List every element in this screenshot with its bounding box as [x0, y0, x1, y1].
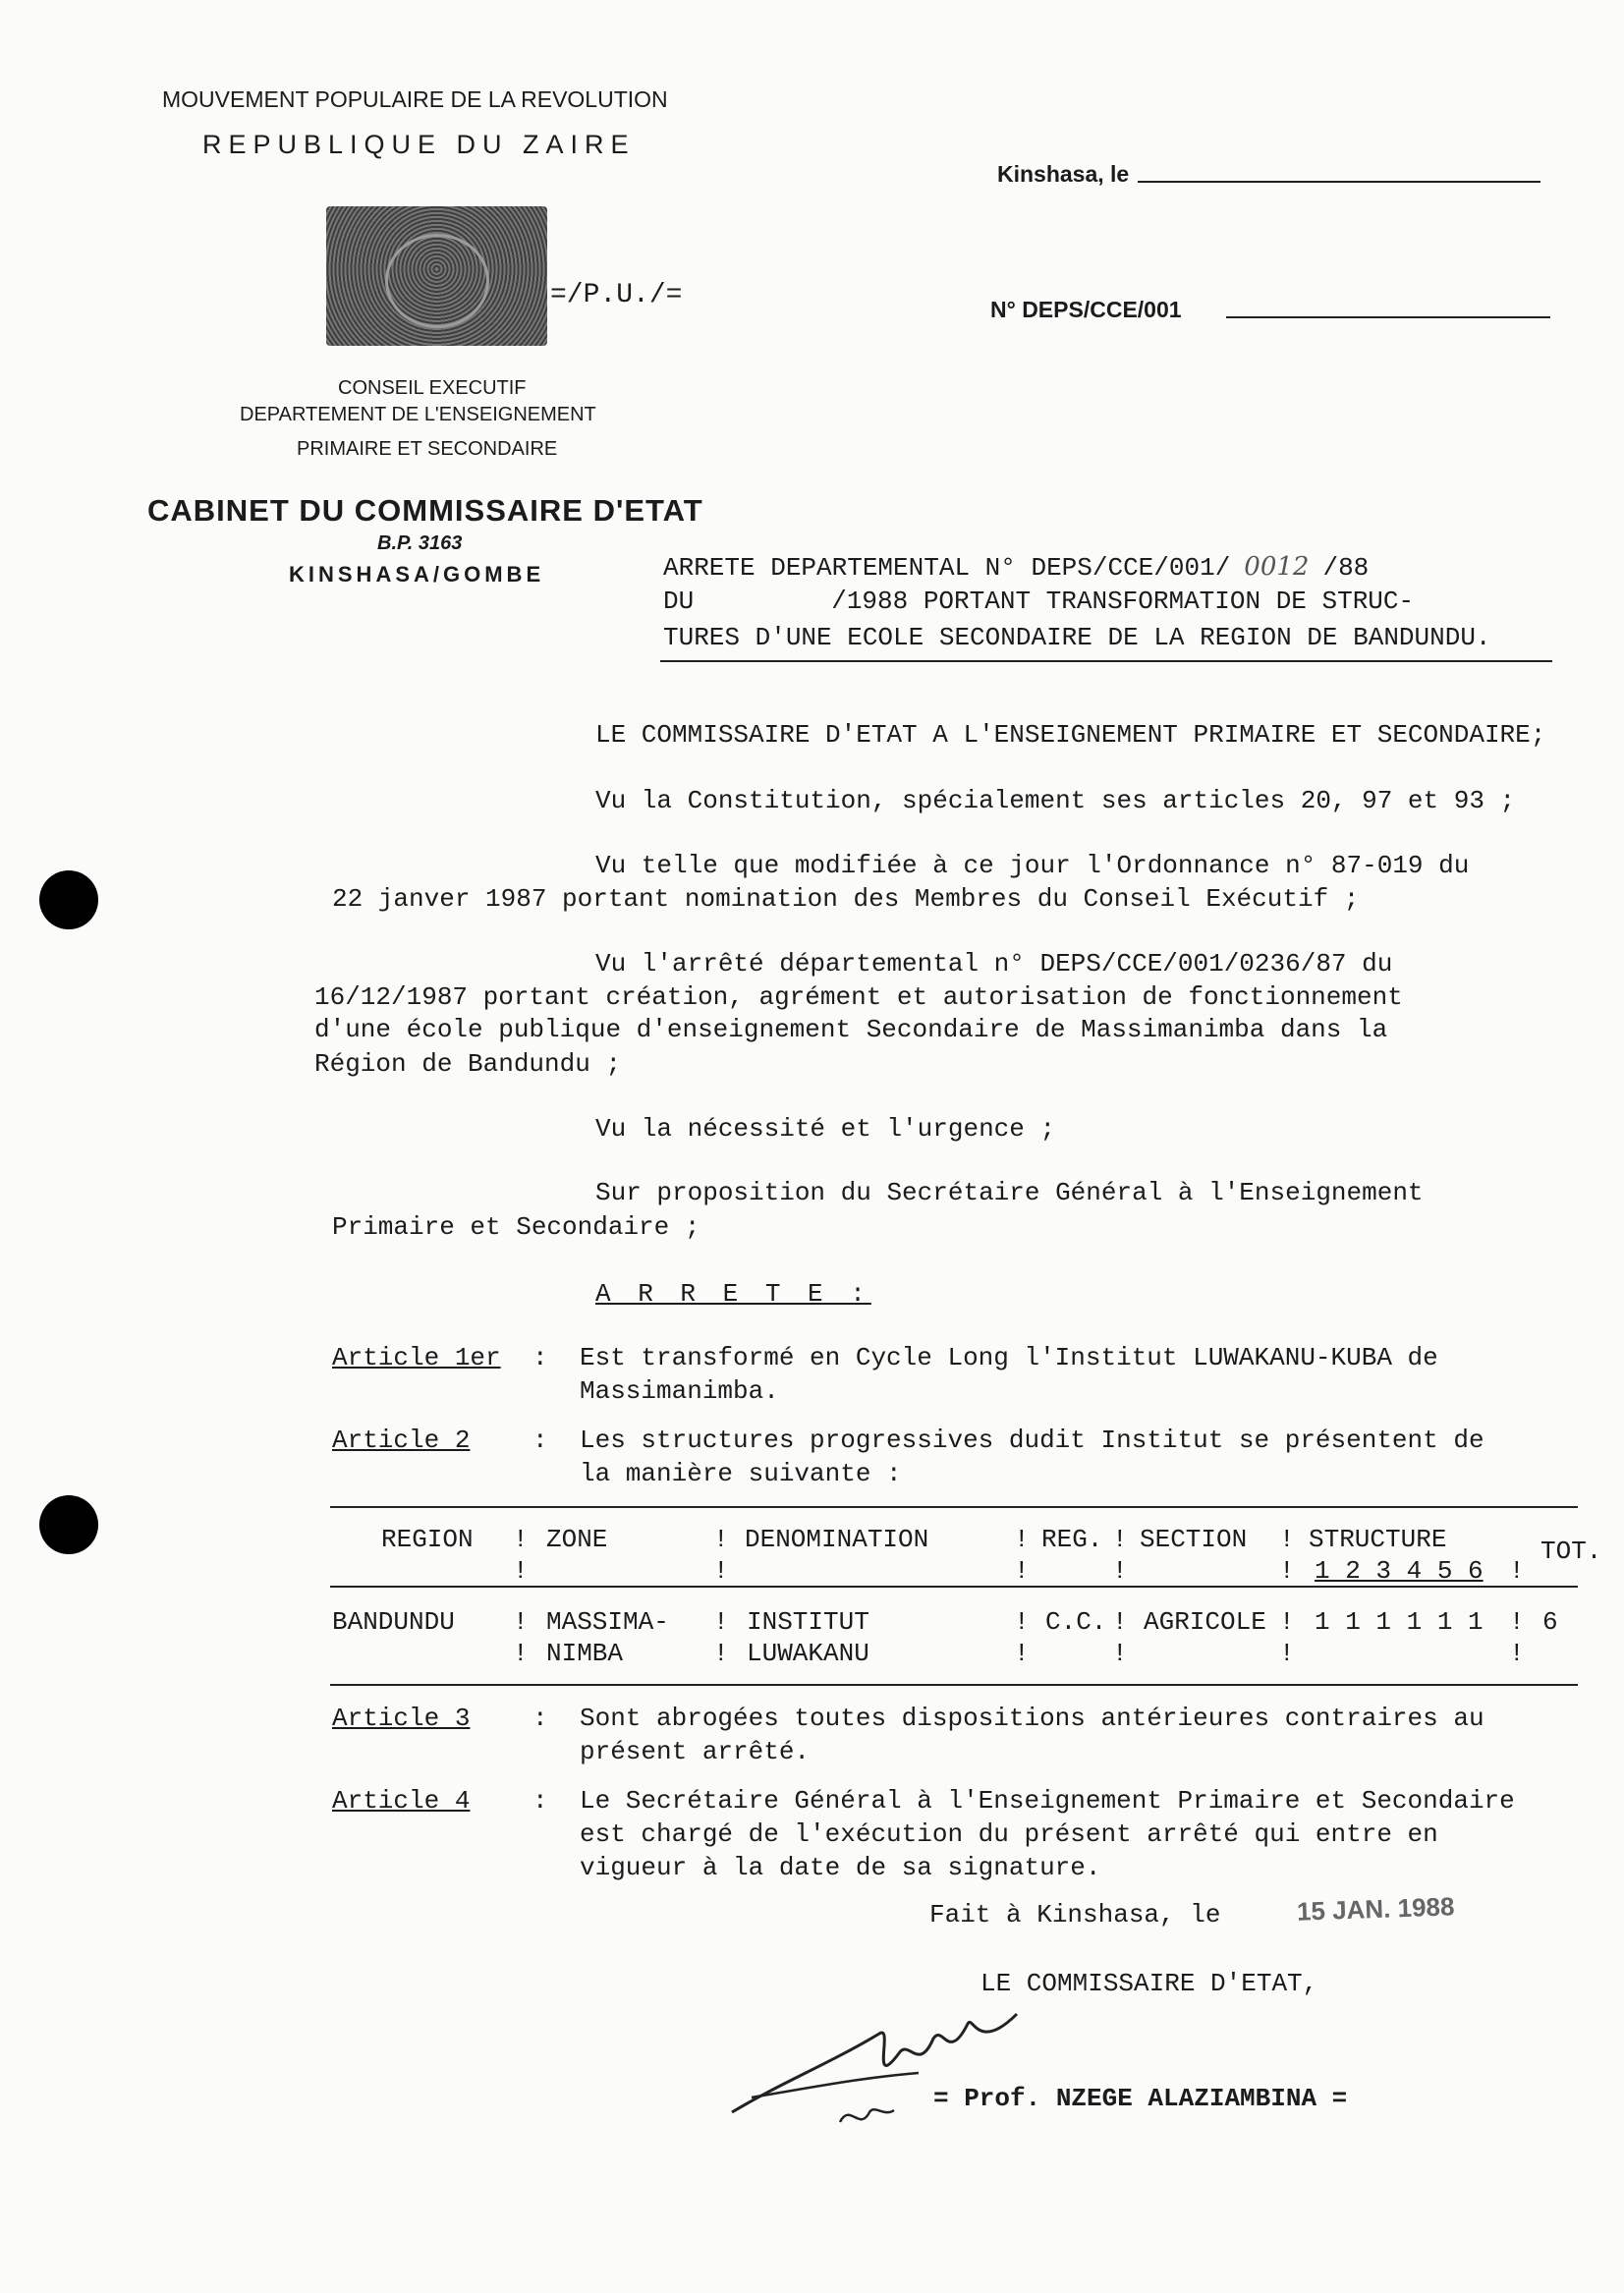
th-structure: STRUCTURE: [1309, 1525, 1447, 1554]
th-region: REGION: [381, 1525, 474, 1554]
th-sep: !: [1279, 1556, 1295, 1586]
number-line: [1226, 316, 1550, 318]
td-region: BANDUNDU: [332, 1607, 455, 1637]
article-3-line2: présent arrêté.: [580, 1737, 811, 1766]
table-top-rule: [330, 1506, 1578, 1508]
th-zone: ZONE: [546, 1525, 608, 1554]
td-zone-2: NIMBA: [546, 1639, 624, 1668]
punch-hole-bottom: [39, 1495, 98, 1554]
kinshasa-le: Kinshasa, le: [997, 161, 1130, 187]
td-sep: !: [513, 1639, 529, 1668]
subject-line2-start: DU: [663, 587, 695, 616]
letterhead-line2: REPUBLIQUE DU ZAIRE: [202, 130, 636, 159]
th-tot: TOT.: [1540, 1537, 1602, 1566]
th-structure-years: 1 2 3 4 5 6: [1315, 1556, 1484, 1586]
th-section: SECTION: [1140, 1525, 1248, 1554]
national-emblem: [326, 206, 547, 346]
th-sep: !: [1279, 1525, 1295, 1554]
subject-underline: [660, 660, 1552, 662]
td-section: AGRICOLE: [1144, 1607, 1266, 1637]
article-4-line2: est chargé de l'exécution du présent arrêté qui entre en: [580, 1819, 1438, 1849]
th-sep: !: [1014, 1556, 1030, 1586]
td-sep: !: [713, 1639, 729, 1668]
date-line: [1138, 181, 1540, 183]
table-bottom-rule: [330, 1684, 1578, 1686]
td-tot: 6: [1542, 1607, 1558, 1637]
subject-line2: [663, 587, 1414, 616]
signatory-title: LE COMMISSAIRE D'ETAT,: [980, 1969, 1318, 1998]
th-sep: !: [1509, 1556, 1525, 1586]
vu-ordonnance-1: Vu telle que modifiée à ce jour l'Ordonnance n° 87-019 du: [595, 851, 1470, 880]
intro: LE COMMISSAIRE D'ETAT A L'ENSEIGNEMENT PRIMAIRE ET SECONDAIRE;: [595, 720, 1546, 750]
vu-arrete-4: Région de Bandundu ;: [314, 1049, 622, 1079]
th-denomination: DENOMINATION: [745, 1525, 929, 1554]
sur-proposition-2: Primaire et Secondaire ;: [332, 1212, 700, 1242]
td-zone-1: MASSIMA-: [546, 1607, 669, 1637]
td-sep: !: [1014, 1639, 1030, 1668]
signatory-name: = Prof. NZEGE ALAZIAMBINA =: [933, 2084, 1348, 2113]
subject-line3: TURES D'UNE ECOLE SECONDAIRE DE LA REGION DE BANDUNDU.: [663, 623, 1491, 652]
article-2-line1: Les structures progressives dudit Institut se présentent de: [580, 1426, 1484, 1455]
vu-constitution: Vu la Constitution, spécialement ses articles 20, 97 et 93 ;: [595, 786, 1516, 815]
table-header-rule: [330, 1586, 1578, 1588]
article-3-colon: :: [532, 1704, 548, 1733]
handwritten-number: 0012: [1244, 552, 1310, 582]
td-sep: !: [1014, 1607, 1030, 1637]
sur-proposition-1: Sur proposition du Secrétaire Général à l'Enseignement: [595, 1178, 1424, 1207]
punch-hole-top: [39, 870, 98, 929]
document-number: N° DEPS/CCE/001: [990, 297, 1182, 322]
conseil-line1: CONSEIL EXECUTIF: [338, 377, 527, 399]
article-1-colon: :: [532, 1343, 548, 1372]
subject-line2-rest: /1988 PORTANT TRANSFORMATION DE STRUC-: [831, 587, 1415, 616]
conseil-line2: DEPARTEMENT DE L'ENSEIGNEMENT: [240, 404, 596, 425]
th-sep: !: [713, 1556, 729, 1586]
article-4-line3: vigueur à la date de sa signature.: [580, 1853, 1101, 1882]
td-sep: !: [1112, 1607, 1128, 1637]
subject-line1-text: ARRETE DEPARTEMENTAL N° DEPS/CCE/001/: [663, 553, 1231, 583]
article-1-line2: Massimanimba.: [580, 1376, 779, 1406]
th-sep: !: [713, 1525, 729, 1554]
vu-ordonnance-2: 22 janver 1987 portant nomination des Membres du Conseil Exécutif ;: [332, 884, 1360, 914]
th-sep: !: [513, 1556, 529, 1586]
article-2-line2: la manière suivante :: [580, 1459, 902, 1488]
article-1-line1: Est transformé en Cycle Long l'Institut LUWAKANU-KUBA de: [580, 1343, 1438, 1372]
conseil-line3: PRIMAIRE ET SECONDAIRE: [297, 438, 558, 460]
td-sep: !: [1279, 1607, 1295, 1637]
th-sep: !: [1112, 1556, 1128, 1586]
vu-arrete-2: 16/12/1987 portant création, agrément et autorisation de fonctionnement: [314, 982, 1403, 1012]
article-2-colon: :: [532, 1426, 548, 1455]
td-denomination-2: LUWAKANU: [747, 1639, 869, 1668]
td-structure: 1 1 1 1 1 1: [1315, 1607, 1484, 1637]
subject-line1: [663, 552, 1369, 583]
handwritten-signature: [722, 1994, 1036, 2142]
pu-code: =/P.U./=: [550, 280, 683, 310]
td-sep: !: [1509, 1639, 1525, 1668]
subject-line1-end: /88: [1322, 553, 1370, 583]
cabinet-title: CABINET DU COMMISSAIRE D'ETAT: [147, 493, 703, 528]
vu-arrete-3: d'une école publique d'enseignement Secondaire de Massimanimba dans la: [314, 1015, 1388, 1044]
article-4-label: Article 4: [332, 1786, 471, 1816]
th-sep: !: [513, 1525, 529, 1554]
postal-box: B.P. 3163: [377, 532, 463, 554]
td-reg: C.C.: [1045, 1607, 1107, 1637]
td-denomination-1: INSTITUT: [747, 1607, 869, 1637]
td-sep: !: [1509, 1607, 1525, 1637]
fait-a-kinshasa: Fait à Kinshasa, le: [929, 1900, 1221, 1929]
td-sep: !: [1279, 1639, 1295, 1668]
th-sep: !: [1112, 1525, 1128, 1554]
city: KINSHASA/GOMBE: [289, 562, 545, 587]
letterhead-line1: MOUVEMENT POPULAIRE DE LA REVOLUTION: [162, 86, 668, 112]
arrete-heading: A R R E T E :: [595, 1279, 871, 1309]
article-3-label: Article 3: [332, 1704, 471, 1733]
article-2-label: Article 2: [332, 1426, 471, 1455]
date-stamp: 15 JAN. 1988: [1296, 1891, 1455, 1927]
th-reg: REG.: [1041, 1525, 1103, 1554]
article-4-line1: Le Secrétaire Général à l'Enseignement Primaire et Secondaire: [580, 1786, 1515, 1816]
td-sep: !: [513, 1607, 529, 1637]
td-sep: !: [713, 1607, 729, 1637]
td-sep: !: [1112, 1639, 1128, 1668]
article-3-line1: Sont abrogées toutes dispositions antérieures contraires au: [580, 1704, 1484, 1733]
article-4-colon: :: [532, 1786, 548, 1816]
article-1-label: Article 1er: [332, 1343, 501, 1372]
vu-arrete-1: Vu l'arrêté départemental n° DEPS/CCE/001/0236/87 du: [595, 949, 1393, 979]
vu-necessite: Vu la nécessité et l'urgence ;: [595, 1114, 1056, 1144]
th-sep: !: [1014, 1525, 1030, 1554]
